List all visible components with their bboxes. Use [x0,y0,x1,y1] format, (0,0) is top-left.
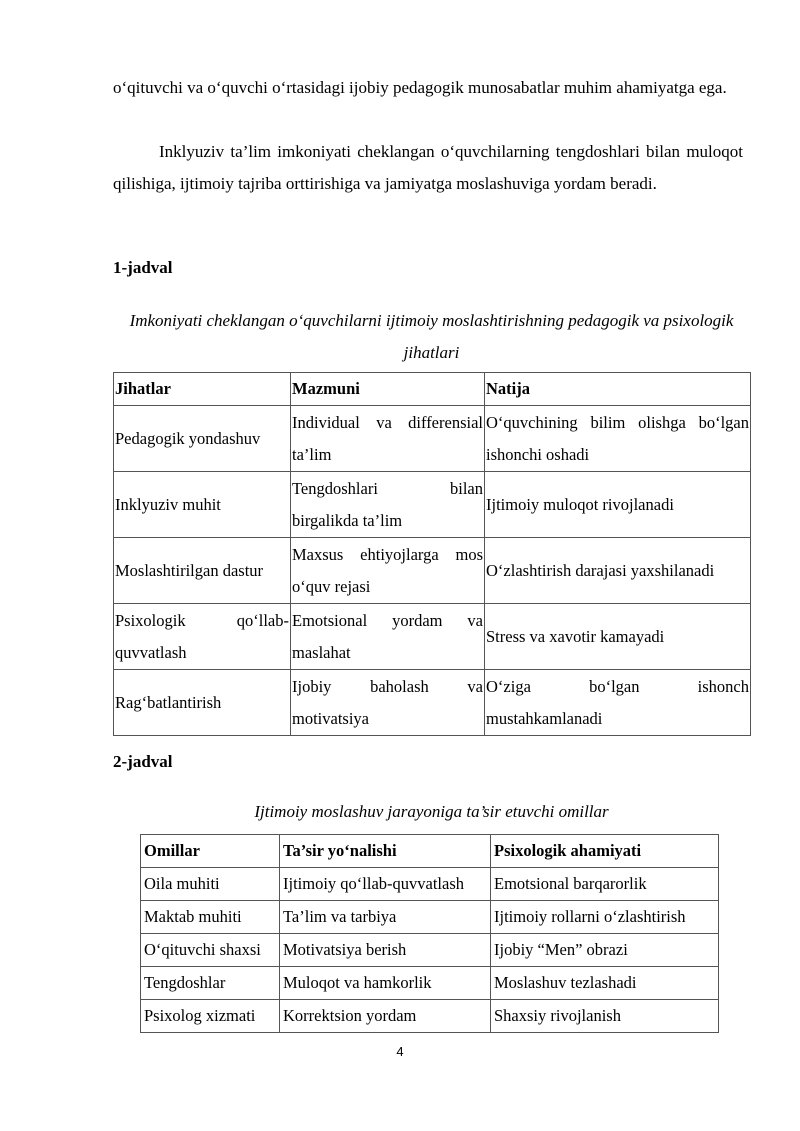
table-row [141,868,719,901]
table-cell: Ijtimoiy muloqot rivojlanadi [485,472,751,538]
table-cell: Psixolog xizmati [141,1000,280,1033]
table-cell: Tengdoshlar [141,967,280,1000]
table-cell: O‘quvchining bilim olishga bo‘lgan ishonchi oshadi [485,406,751,472]
table-row [141,967,719,1000]
table-cell: Pedagogik yondashuv [114,406,291,472]
table-cell: Psixologik qo‘llab-quvvatlash [114,604,291,670]
header-cell: Natija [485,373,751,406]
table2-caption: Ijtimoiy moslashuv jarayoniga ta’sir etuvchi omillar [254,802,609,821]
table-1 [113,372,751,736]
table-cell: O‘qituvchi shaxsi [141,934,280,967]
table-cell: O‘zlashtirish darajasi yaxshilanadi [485,538,751,604]
table-row [114,538,751,604]
table-cell: Maxsus ehtiyojlarga mos o‘quv rejasi [291,538,485,604]
table-cell: Moslashtirilgan dastur [114,538,291,604]
table-cell: Ijobiy baholash va motivatsiya [291,670,485,736]
table-cell: Muloqot va hamkorlik [280,967,491,1000]
table1-label: 1-jadval [113,258,173,277]
table-cell: Emotsional barqarorlik [491,868,719,901]
table-cell: Inklyuziv muhit [114,472,291,538]
table-cell: Emotsional yordam va maslahat [291,604,485,670]
table-cell: Tengdoshlari bilan birgalikda ta’lim [291,472,485,538]
table-row [114,670,751,736]
table-cell: Korrektsion yordam [280,1000,491,1033]
table-cell: Stress va xavotir kamayadi [485,604,751,670]
table-cell: Rag‘batlantirish [114,670,291,736]
table-cell: Motivatsiya berish [280,934,491,967]
header-cell: Ta’sir yo‘nalishi [280,835,491,868]
table-row [114,604,751,670]
table-cell: Ta’lim va tarbiya [280,901,491,934]
header-cell: Omillar [141,835,280,868]
table-cell: Maktab muhiti [141,901,280,934]
table1-caption: Imkoniyati cheklangan o‘quvchilarni ijtimoiy moslashtirishning pedagogik va psixologik jihatlari [129,311,734,362]
table-2 [140,834,719,1033]
header-cell: Jihatlar [114,373,291,406]
table-cell: O‘ziga bo‘lgan ishonch mustahkamlanadi [485,670,751,736]
table-row [141,934,719,967]
table-header-row [141,835,719,868]
table-row [114,406,751,472]
page-number: 4 [396,1044,404,1059]
table2-label: 2-jadval [113,752,173,771]
table-header-row [114,373,751,406]
table-cell: Moslashuv tezlashadi [491,967,719,1000]
paragraph-1: o‘qituvchi va o‘quvchi o‘rtasidagi ijobiy pedagogik munosabatlar muhim ahamiyatga ega. [113,78,727,97]
table-cell: Ijobiy “Men” obrazi [491,934,719,967]
table-cell: Ijtimoiy qo‘llab-quvvatlash [280,868,491,901]
table-cell: Ijtimoiy rollarni o‘zlashtirish [491,901,719,934]
header-cell: Psixologik ahamiyati [491,835,719,868]
table-row [141,1000,719,1033]
table-row [114,472,751,538]
table-row [141,901,719,934]
table-cell: Individual va differensial ta’lim [291,406,485,472]
header-cell: Mazmuni [291,373,485,406]
paragraph-2: Inklyuziv ta’lim imkoniyati cheklangan o‘quvchilarning tengdoshlari bilan muloqot qilishiga, ijtimoiy tajriba orttirishiga va jamiyatga moslashuviga yordam beradi. [113,142,743,193]
table-cell: Oila muhiti [141,868,280,901]
table-cell: Shaxsiy rivojlanish [491,1000,719,1033]
